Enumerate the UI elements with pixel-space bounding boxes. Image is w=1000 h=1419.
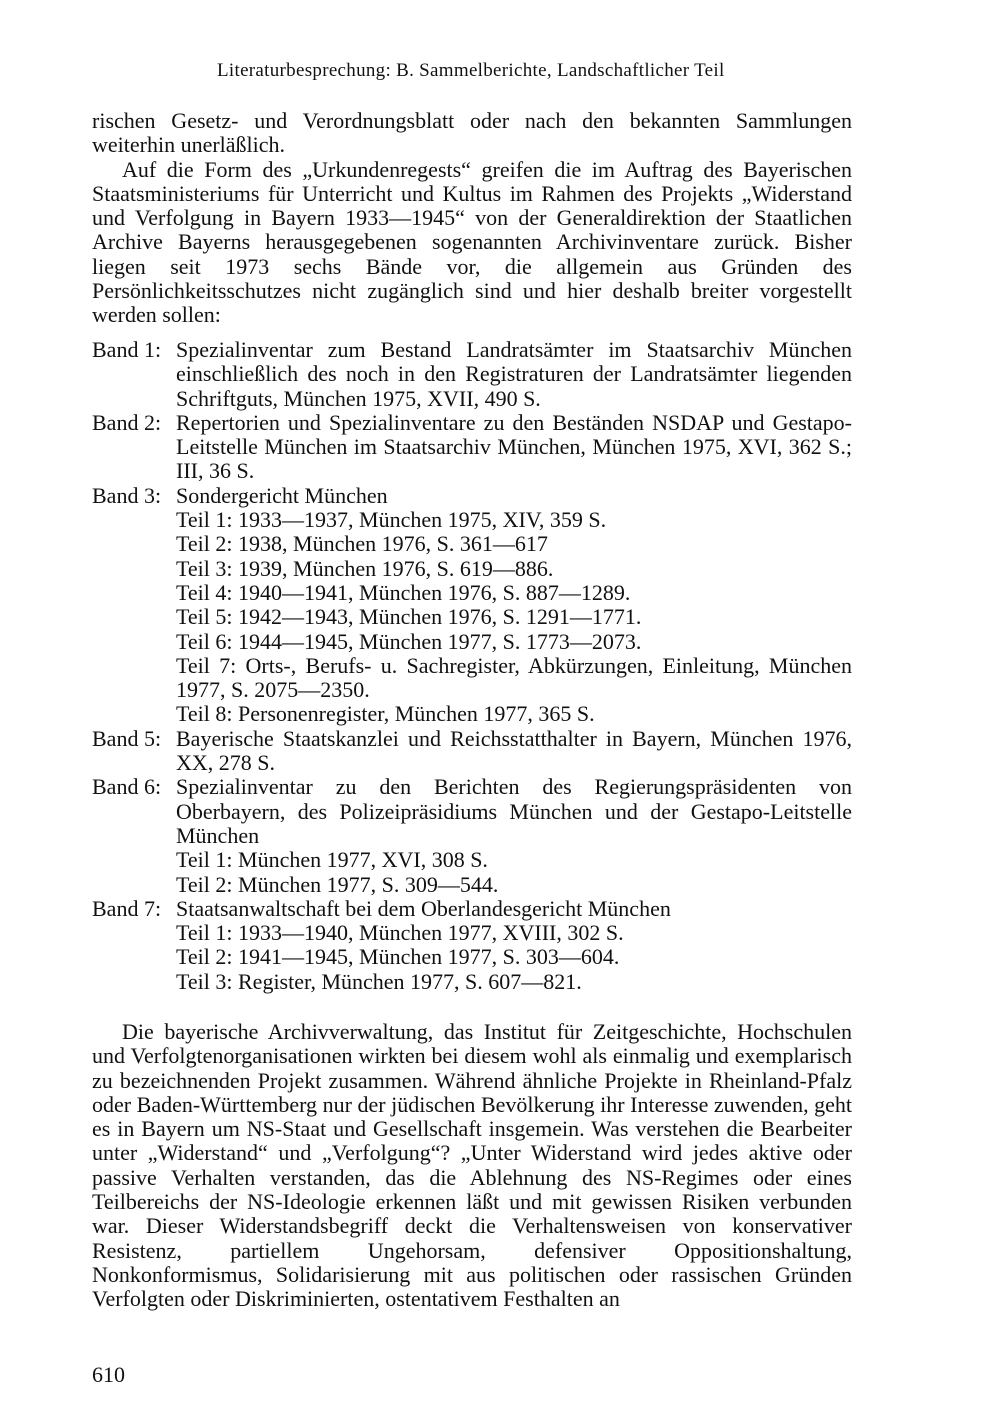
volume-entry: [92, 484, 852, 727]
paragraph-closing: Die bayerische Archivverwaltung, das Institut für Zeitgeschichte, Hochschulen und Verfolgtenorganisationen wirkten bei diesem wohl als einmalig und exemplarisch zu bezeichnenden Projekt zusammen. Während ähnliche Projekte in Rheinland-Pfalz oder Baden-Württemberg nur der jüdischen Bevölkerung ihr Interesse zuwenden, geht es in Bayern um NS-Staat und Gesellschaft insgemein. Was verstehen die Bearbeiter unter „Widerstand“ und „Verfolgung“? „Unter Widerstand wird jedes aktive oder passive Verhalten verstanden, das die Ablehnung des NS-Regimes oder eines Teilbereichs der NS-Ideologie erkennen läßt und mit gewissen Risiken verbunden war. Dieser Widerstandsbegriff deckt die Verhaltensweisen von konservativer Resistenz, partiellem Ungehorsam, defensiver Oppositionshaltung, Nonkonformismus, Solidarisierung mit aus politischen oder rassischen Gründen Verfolgten oder Diskriminierten, ostentativem Festhalten an: [92, 1019, 852, 1312]
volume-part: Teil 6: 1944—1945, München 1977, S. 1773—2073.: [176, 628, 642, 654]
volume-list: [92, 338, 852, 994]
intro-section: [92, 109, 852, 328]
volume-label: Band 3:: [92, 482, 162, 508]
volume-label: Band 2:: [92, 409, 162, 435]
volume-description: Sondergericht München: [176, 482, 388, 508]
volume-description: Repertorien und Spezialinventare zu den Beständen NSDAP und Gestapo-Leitstelle München im Staatsarchiv München, München 1975, XVI, 362 S.; III, 36 S.: [176, 409, 852, 484]
volume-description: Spezialinventar zu den Berichten des Regierungspräsidenten von Oberbayern, des Polizeipräsidiums München und der Gestapo-Leitstelle München: [176, 774, 852, 848]
paragraph-intro: Auf die Form des „Urkundenregests“ greifen die im Auftrag des Bayerischen Staatsministeriums für Unterricht und Kultus im Rahmen des Projekts „Widerstand und Verfolgung in Bayern 1933—1945“ von der Generaldirektion der Staatlichen Archive Bayerns herausgegebenen sogenannten Archivinventare zurück. Bisher liegen seit 1973 sechs Bände vor, die allgemein aus Gründen des Persönlichkeitsschutzes nicht zugänglich sind und hier deshalb breiter vorgestellt werden sollen:: [92, 156, 852, 328]
volume-label: Band 5:: [92, 725, 162, 751]
volume-part: Teil 1: 1933—1940, München 1977, XVIII, 302 S.: [176, 920, 624, 946]
volume-part: Teil 1: München 1977, XVI, 308 S.: [176, 847, 488, 873]
volume-entry: [92, 338, 852, 411]
volume-entry: [92, 727, 852, 776]
volume-part: Teil 1: 1933—1937, München 1975, XIV, 359 S.: [176, 507, 607, 533]
volume-part: Teil 7: Orts-, Berufs- u. Sachregister, Abkürzungen, Einleitung, München 1977, S. 2075—2350.: [176, 652, 852, 703]
volume-description: Spezialinventar zum Bestand Landratsämter im Staatsarchiv München einschließlich des noch in den Registraturen der Landratsämter liegenden Schriftguts, München 1975, XVII, 490 S.: [176, 337, 852, 411]
volume-part: Teil 3: 1939, München 1976, S. 619—886.: [176, 555, 554, 581]
closing-section: [92, 1020, 852, 1312]
volume-part: Teil 4: 1940—1941, München 1976, S. 887—1289.: [176, 579, 631, 605]
volume-part: Teil 2: 1941—1945, München 1977, S. 303—604.: [176, 944, 620, 970]
paragraph-continuation: rischen Gesetz- und Verordnungsblatt oder nach den bekannten Sammlungen weiterhin unerläßlich.: [92, 108, 852, 158]
volume-part: Teil 2: 1938, München 1976, S. 361—617: [176, 531, 548, 557]
running-head: Literaturbesprechung: B. Sammelberichte, Landschaftlicher Teil: [217, 60, 725, 81]
volume-label: Band 1:: [92, 337, 162, 362]
volume-entry: [92, 897, 852, 994]
volume-entry: [92, 775, 852, 896]
volume-description: Bayerische Staatskanzlei und Reichsstatthalter in Bayern, München 1976, XX, 278 S.: [176, 725, 852, 776]
volume-entry: [92, 411, 852, 484]
volume-part: Teil 5: 1942—1943, München 1976, S. 1291—1771.: [176, 604, 642, 630]
volume-part: Teil 2: München 1977, S. 309—544.: [176, 871, 499, 897]
volume-part: Teil 8: Personenregister, München 1977, 365 S.: [176, 701, 595, 727]
volume-part: Teil 3: Register, München 1977, S. 607—821.: [176, 968, 582, 994]
volume-label: Band 6:: [92, 774, 162, 800]
volume-description: Staatsanwaltschaft bei dem Oberlandesgericht München: [176, 895, 671, 921]
volume-label: Band 7:: [92, 895, 162, 921]
page-number: 610: [92, 1362, 125, 1387]
